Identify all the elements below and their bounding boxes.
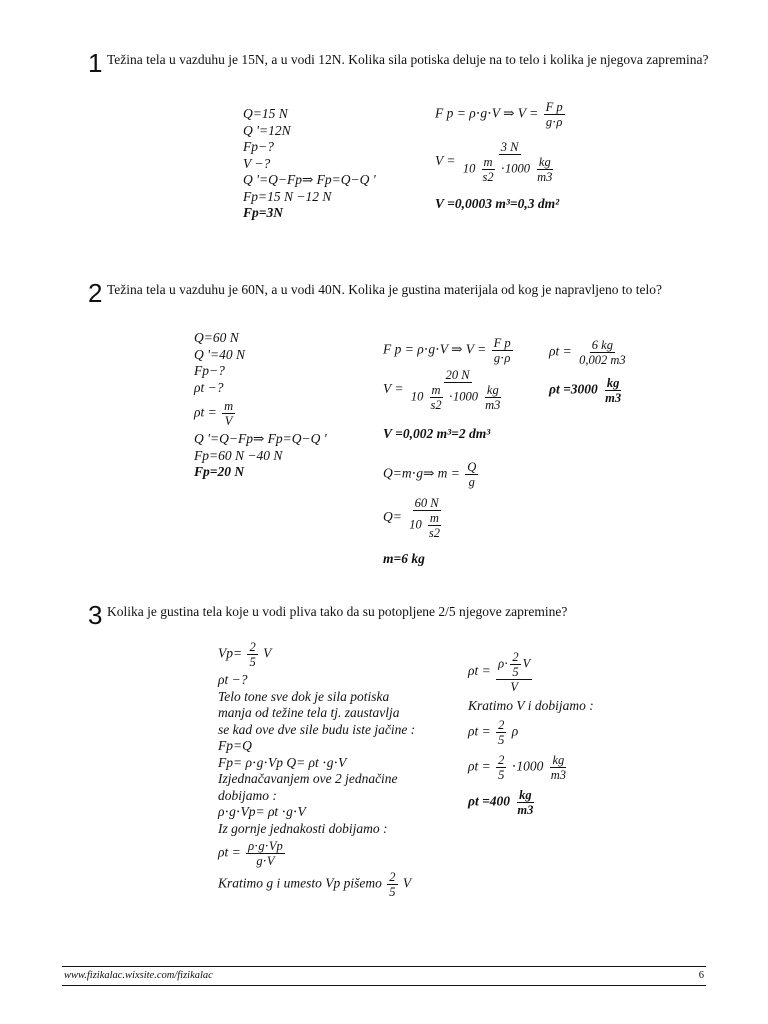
unit-den: m3: [485, 398, 501, 412]
unit-num: kg: [519, 787, 532, 802]
fraction-numerator: ρ⋅g⋅Vp: [248, 839, 283, 853]
formula-fraction: [492, 336, 513, 365]
inner-den: 5: [512, 665, 519, 679]
derivation-line: Iz gornje jednakosti dobijamo :: [218, 820, 388, 836]
rho-prefix: ρt =: [194, 404, 217, 420]
vp-suffix: V: [263, 645, 272, 661]
fraction-denominator: 5: [389, 885, 396, 899]
buoyancy-result: Fp=3N: [243, 205, 283, 220]
unit-num: m: [483, 155, 493, 169]
fraction-denominator: 5: [249, 655, 256, 669]
problem-3-number: 3: [88, 600, 103, 630]
given-line: Q=60 N: [194, 330, 239, 345]
rho-line: [218, 839, 415, 868]
volume-result: V =0,002 m³=2 dm³: [383, 426, 491, 441]
calc-prefix: ρt =: [549, 343, 572, 359]
problem-2-givens: [194, 330, 327, 481]
mass-result: m=6 kg: [383, 551, 425, 566]
unit-den: s2: [482, 170, 494, 184]
fraction-denominator: g⋅ρ: [545, 115, 563, 129]
unit-num: m: [429, 511, 439, 525]
problem-1-volume-formula: [435, 100, 567, 129]
fraction-denominator: 5: [498, 732, 505, 747]
fraction-numerator: F p: [493, 336, 511, 350]
calc-prefix: ρt =: [468, 758, 491, 774]
given-line: Q '=12N: [243, 122, 291, 138]
den-value: 10: [409, 517, 422, 532]
density-result: [549, 376, 625, 405]
unit-num: kg: [552, 752, 565, 767]
inner-fraction: [510, 650, 520, 679]
problem-2-mass-calc: [383, 496, 448, 540]
footer-rule-top: [62, 966, 706, 967]
derivation-line: Izjednačavanjem ove 2 jednačine: [218, 771, 398, 786]
fraction-denominator: 5: [498, 767, 505, 782]
rho-numeric: [468, 753, 594, 782]
problem-3-right-calc: [468, 650, 594, 817]
derivation-line: dobijamo :: [218, 787, 277, 803]
density-result: [468, 788, 594, 817]
unit-den: m3: [537, 170, 553, 184]
den-value: 10: [462, 161, 476, 176]
formula-text: Q=m⋅g⇒ m =: [383, 465, 460, 481]
cancel-v-line: Kratimo V i dobijamo :: [468, 698, 594, 713]
calc-fraction: [496, 650, 532, 694]
density-definition: [194, 399, 327, 428]
calc-fraction: [577, 338, 628, 367]
derivation-line: Fp=Q: [218, 738, 252, 753]
num-part: ρ⋅: [498, 656, 509, 671]
calc-prefix: V =: [435, 153, 456, 169]
problem-3-text: Kolika je gustina tela koje u vodi pliva tako da su potopljene 2/5 njegove zapremine?: [107, 604, 568, 619]
volume-result: V =0,0003 m³=0,3 dm²: [435, 196, 560, 211]
fraction-denominator: g: [468, 475, 475, 489]
rho-fraction: [246, 839, 285, 868]
calc-fraction: [409, 368, 507, 412]
result-prefix: ρt =400: [468, 793, 511, 809]
unit-fraction: [429, 383, 444, 412]
fraction-numerator: 20 N: [445, 368, 470, 382]
fraction-denominator: 0,002 m3: [579, 353, 626, 367]
vp-prefix: Vp=: [218, 645, 243, 661]
given-line: Q '=Q−Fp⇒ Fp=Q−Q ': [194, 431, 327, 446]
fraction-numerator: 6 kg: [591, 338, 613, 352]
formula-fraction: [544, 100, 565, 129]
footer-site: www.fizikalac.wixsite.com/fizikalac: [64, 970, 213, 981]
fraction-numerator: 2: [389, 870, 396, 884]
footer: [64, 970, 704, 981]
fraction-denominator: [407, 511, 446, 540]
problem-2-density-calc: [549, 338, 630, 367]
unit-fraction: [481, 155, 496, 184]
unit-fraction: [515, 788, 535, 817]
calc-mid: ⋅1000: [511, 758, 544, 774]
given-line: Q '=Q−Fp⇒ Fp=Q−Q ': [243, 172, 376, 187]
den-value: ⋅1000: [500, 161, 531, 176]
fraction-numerator: m: [224, 399, 234, 413]
derivation-line: Fp= ρ⋅g⋅Vp Q= ρt ⋅g⋅V: [218, 754, 347, 770]
rho-fraction: [222, 399, 235, 428]
calc-prefix: ρt =: [468, 723, 491, 739]
problem-2-text: Težina tela u vazduhu je 60N, a u vodi 40N. Kolika je gustina materijala od kog je napravljeno to telo?: [107, 282, 663, 297]
given-line: ρt −?: [194, 379, 224, 395]
unit-fraction: [549, 753, 568, 782]
calc-suffix: ρ: [511, 723, 519, 739]
cancel-suffix: V: [402, 875, 412, 891]
calc-prefix: Q=: [383, 509, 402, 525]
unit-den: m3: [605, 391, 622, 405]
vp-fraction: [247, 640, 257, 669]
calc-fraction: [407, 496, 446, 540]
num-part: V: [522, 656, 531, 671]
derivation-line: ρ⋅g⋅Vp= ρt ⋅g⋅V: [218, 804, 306, 819]
buoyancy-result: Fp=20 N: [194, 464, 245, 479]
inner-num: 2: [512, 650, 519, 664]
unit-den: s2: [428, 526, 440, 540]
formula-text: F p = ρ⋅g⋅V ⇒ V =: [435, 105, 539, 121]
given-line: Fp−?: [194, 363, 225, 378]
fraction-denominator: g⋅ρ: [493, 351, 511, 365]
problem-1-volume-calc: [435, 140, 560, 184]
unit-num: m: [431, 383, 441, 397]
footer-rule-bottom: [62, 985, 706, 986]
given-line: Fp−?: [243, 139, 274, 154]
fraction-numerator: 60 N: [414, 496, 439, 510]
derivation-line: ρt −?: [218, 672, 248, 687]
fraction-denominator: [461, 155, 559, 184]
unit-num: kg: [606, 376, 620, 390]
fraction-numerator: Q: [467, 460, 477, 474]
calc-fraction: [461, 140, 559, 184]
fraction-denominator: V: [510, 680, 518, 694]
calc-fraction: [496, 718, 506, 747]
fraction-numerator: [496, 650, 532, 680]
fraction-denominator: [409, 383, 507, 412]
unit-num: kg: [538, 155, 551, 169]
calc-prefix: V =: [383, 381, 404, 397]
cancel-line: [218, 870, 415, 899]
den-value: ⋅1000: [448, 389, 479, 404]
problem-2-volume-formula: [383, 336, 515, 365]
rho-simplified: [468, 718, 594, 747]
formula-text: F p = ρ⋅g⋅V ⇒ V =: [383, 341, 487, 357]
problem-1-givens: [243, 106, 376, 222]
rho-prefix: ρt =: [218, 844, 241, 860]
fraction-denominator: g⋅V: [256, 854, 275, 868]
problem-2-mass-formula: [383, 460, 480, 489]
problem-1-number: 1: [88, 48, 103, 78]
vp-line: [218, 640, 415, 669]
given-line: V −?: [243, 155, 271, 171]
derivation-line: se kad ove dve sile budu iste jačine :: [218, 721, 416, 737]
rho-substitution: [468, 650, 594, 694]
unit-den: m3: [517, 802, 534, 817]
problem-2-volume-calc: [383, 368, 508, 412]
calc-fraction: [496, 753, 506, 782]
page-number: 6: [698, 970, 704, 981]
den-value: 10: [410, 389, 424, 404]
unit-num: kg: [486, 383, 499, 397]
calc-prefix: ρt =: [468, 663, 491, 679]
cancel-fraction: [387, 870, 397, 899]
fraction-numerator: 2: [498, 752, 505, 767]
problem-1-text: Težina tela u vazduhu je 15N, a u vodi 12N. Kolika sila potiska deluje na to telo i kolika je njegova zapremina?: [107, 52, 709, 67]
given-line: Q=15 N: [243, 106, 288, 121]
given-line: Fp=60 N −40 N: [194, 447, 283, 463]
unit-fraction: [535, 155, 554, 184]
fraction-numerator: 3 N: [500, 140, 519, 154]
fraction-numerator: 2: [249, 640, 256, 654]
problem-2-number: 2: [88, 278, 103, 308]
given-line: Fp=15 N −12 N: [243, 188, 332, 204]
unit-fraction: [483, 383, 502, 412]
derivation-line: manja od težine tela tj. zaustavlja: [218, 705, 400, 720]
unit-den: s2: [430, 398, 442, 412]
fraction-numerator: 2: [498, 717, 505, 732]
cancel-prefix: Kratimo g i umesto Vp pišemo: [218, 875, 382, 891]
formula-fraction: [465, 460, 478, 489]
result-prefix: ρt =3000: [549, 381, 598, 397]
problem-3-derivation: [218, 640, 415, 899]
unit-den: m3: [550, 767, 566, 782]
fraction-numerator: F p: [545, 100, 563, 114]
given-line: Q '=40 N: [194, 346, 246, 362]
fraction-denominator: V: [224, 414, 233, 428]
unit-fraction: [603, 376, 623, 405]
unit-fraction: [427, 511, 442, 540]
derivation-line: Telo tone sve dok je sila potiska: [218, 688, 390, 704]
